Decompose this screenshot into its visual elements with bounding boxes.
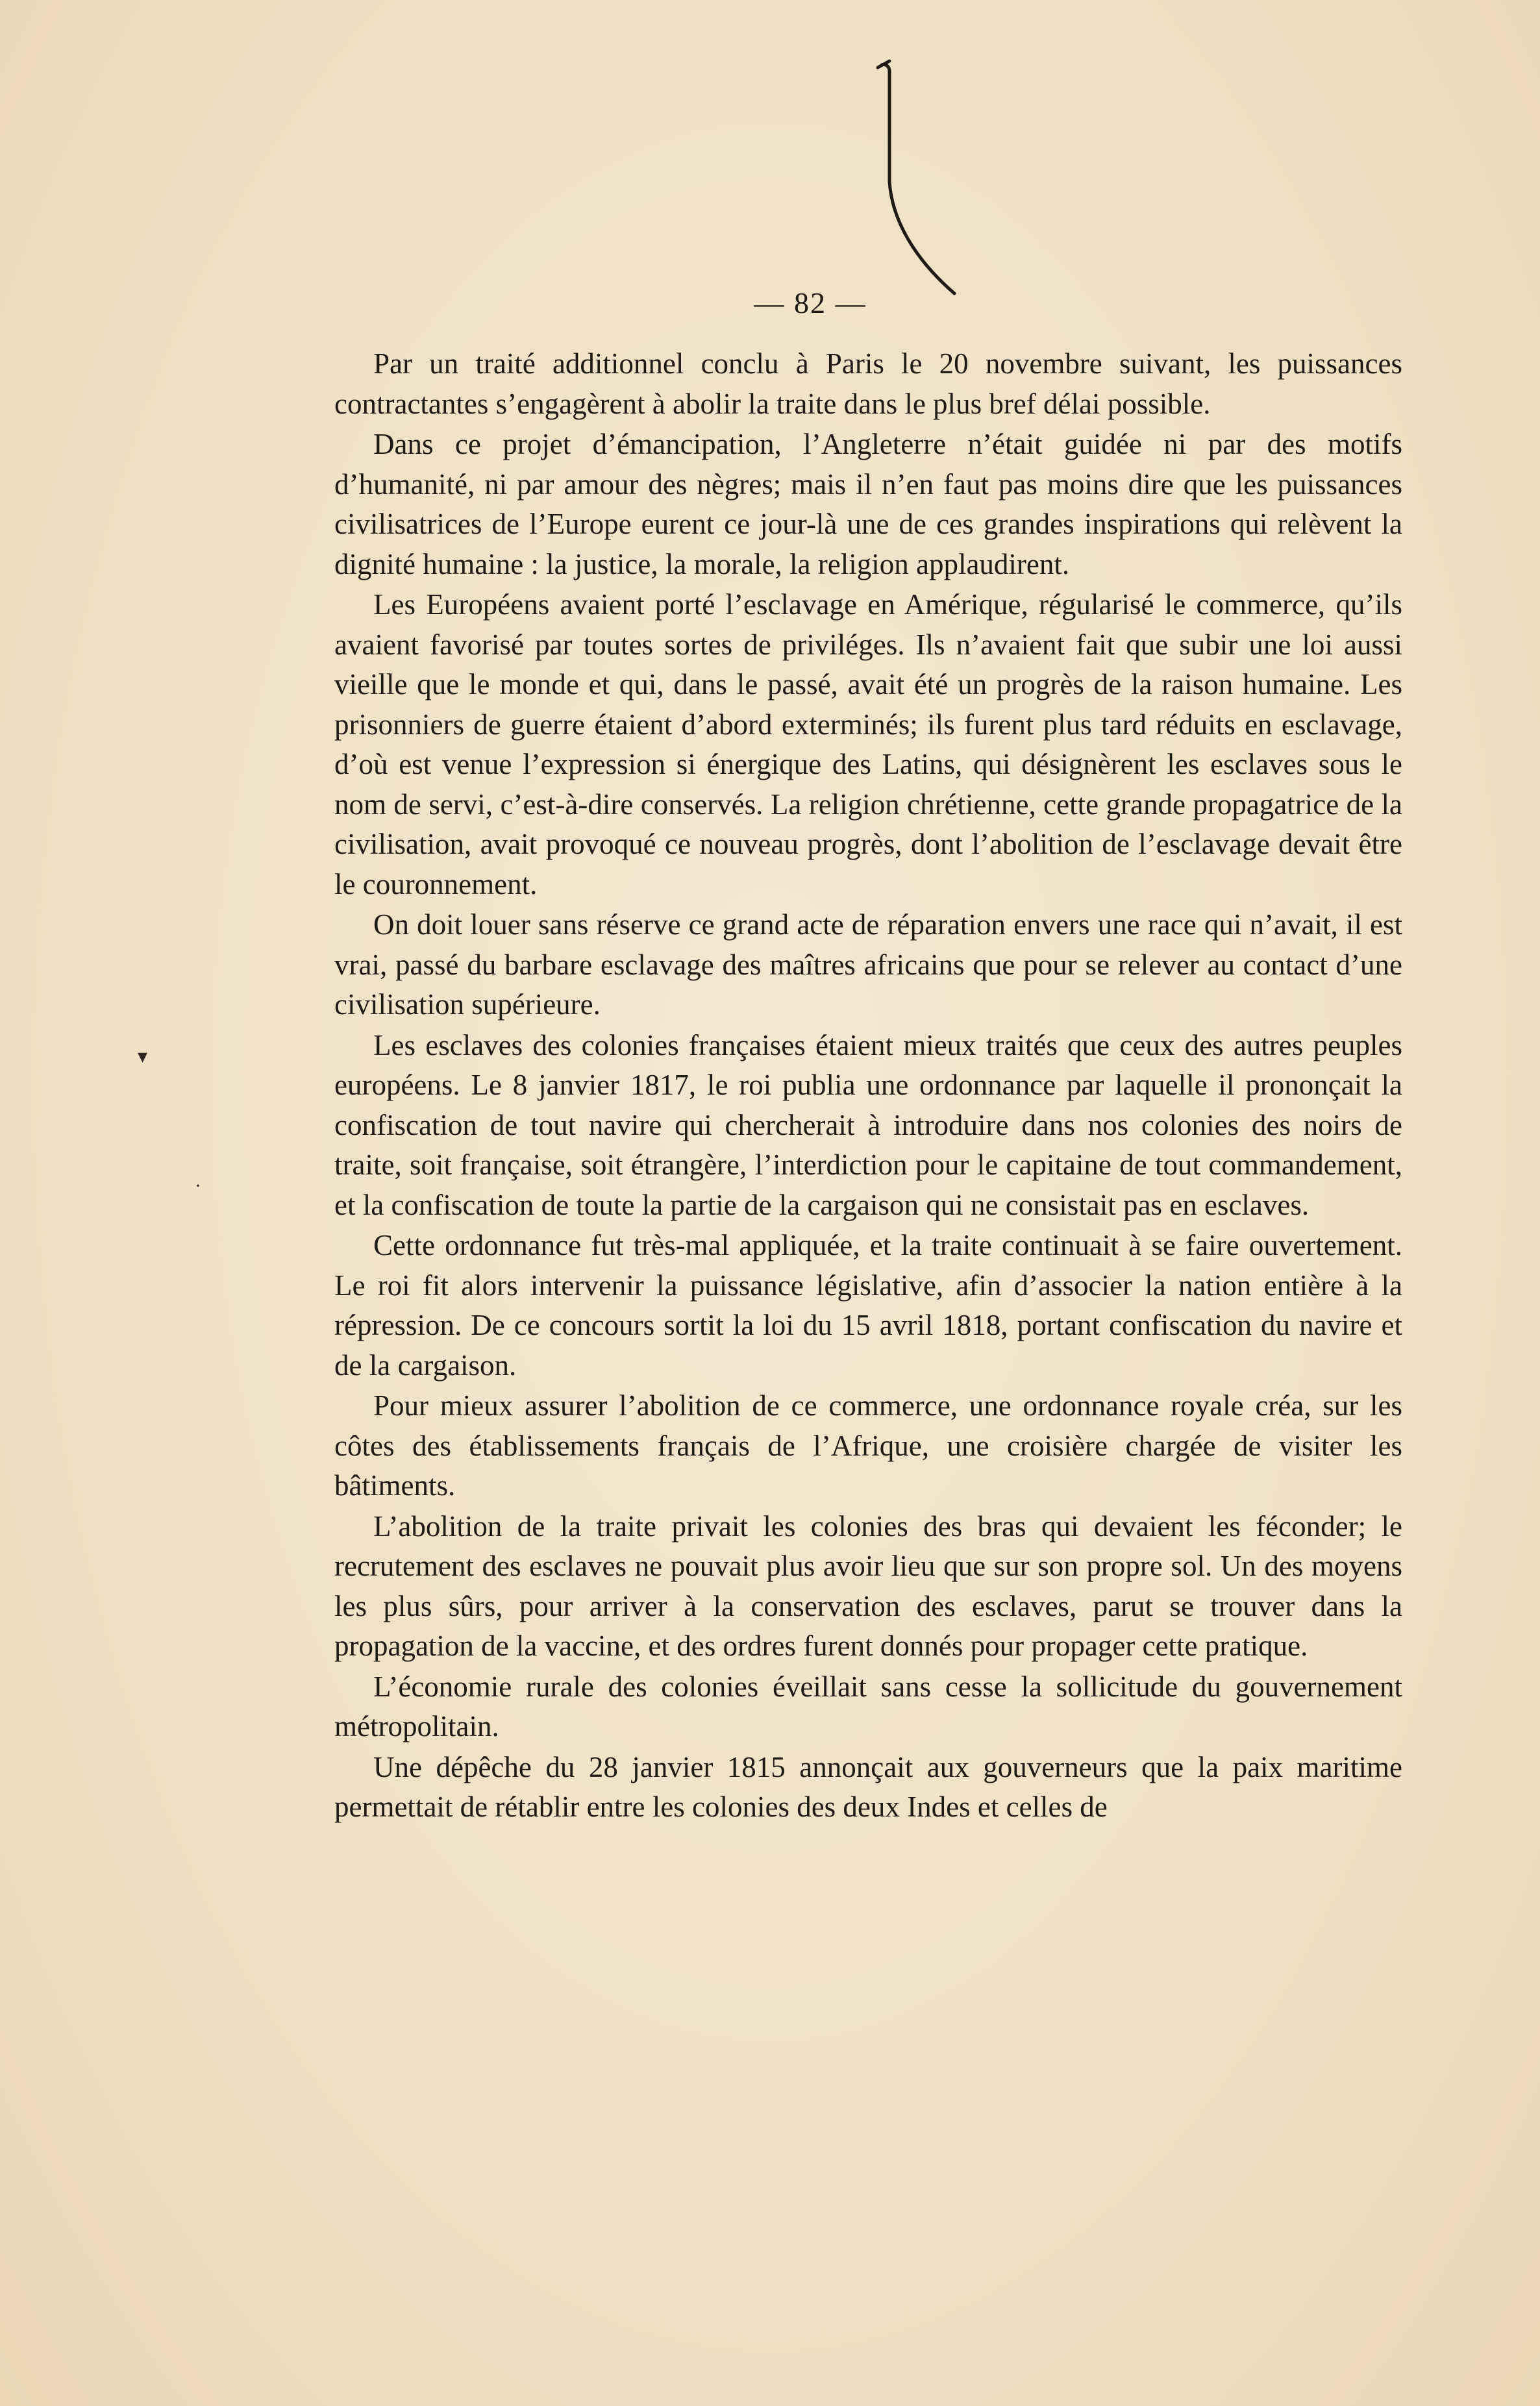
paragraph: Cette ordonnance fut très-mal appliquée, et la traite continuait à se faire ouvertement. Le roi fit alors intervenir la puissance législative, afin d’associer la nation entière à la répression. De ce concours sortit la loi du 15 avril 1818, portant confiscation du navire et de la cargaison. [334, 1229, 1402, 1382]
margin-ink-stroke [863, 52, 967, 299]
paragraph: Par un traité additionnel conclu à Paris le 20 novembre suivant, les puissances contractantes s’engagèrent à abolir la traite dans le plus bref délai possible. [334, 347, 1402, 420]
page-number: — 82 — [754, 286, 867, 319]
paragraph: Pour mieux assurer l’abolition de ce commerce, une ordonnance royale créa, sur les côtes des établissements français de l’Afrique, une croisière chargée de visiter les bâtiments. [334, 1389, 1402, 1502]
paragraph: On doit louer sans réserve ce grand acte de réparation envers une race qui n’avait, il est vrai, passé du barbare esclavage des maîtres africains que pour se relever au contact d’une civilisation supérieure. [334, 908, 1402, 1021]
paragraph: Dans ce projet d’émancipation, l’Angleterre n’était guidée ni par des motifs d’humanité, ni par amour des nègres; mais il n’en faut pas moins dire que les puissances civilisatrices de l’Europe eurent ce jour-là une de ces grandes inspirations qui relèvent la dignité humaine : la justice, la morale, la religion applaudirent. [334, 428, 1402, 580]
paragraph: L’abolition de la traite privait les colonies des bras qui devaient les féconder; le recrutement des esclaves ne pouvait plus avoir lieu que sur son propre sol. Un des moyens les plus sûrs, pour arriver à la conservation des esclaves, parut se trouver dans la propagation de la vaccine, et des ordres furent donnés pour propager cette pratique. [334, 1509, 1402, 1662]
paragraph: Les Européens avaient porté l’esclavage en Amérique, régularisé le commerce, qu’ils avaient favorisé par toutes sortes de priviléges. Ils n’avaient fait que subir une loi aussi vieille que le monde et qui, dans le passé, avait été un progrès de la raison humaine. Les prisonniers de guerre étaient d’abord exterminés; ils furent plus tard réduits en esclavage, d’où est venue l’expression si énergique des Latins, qui désignèrent les esclaves sous le nom de servi, c’est-à-dire conservés. La religion chrétienne, cette grande propagatrice de la civilisation, avait provoqué ce nouveau progrès, dont l’abolition de l’esclavage devait être le couronnement. [334, 588, 1402, 900]
paragraph: L’économie rurale des colonies éveillait sans cesse la sollicitude du gouvernement métropolitain. [334, 1670, 1402, 1742]
paragraph: Les esclaves des colonies françaises étaient mieux traités que ceux des autres peuples européens. Le 8 janvier 1817, le roi publia une ordonnance par laquelle il prononçait la confiscation de tout navire qui chercherait à introduire dans nos colonies des noirs de traite, soit française, soit étrangère, l’interdiction pour le capitaine de tout commandement, et la confiscation de toute la partie de la cargaison qui ne consistait pas en esclaves. [334, 1028, 1402, 1221]
paragraph: Une dépêche du 28 janvier 1815 annonçait aux gouverneurs que la paix maritime permettait de rétablir entre les colonies des deux Indes et celles de [334, 1750, 1402, 1823]
body-text [334, 344, 1402, 1828]
stray-ink-mark: · [195, 1175, 201, 1197]
stray-ink-mark: ▾ [138, 1046, 148, 1067]
